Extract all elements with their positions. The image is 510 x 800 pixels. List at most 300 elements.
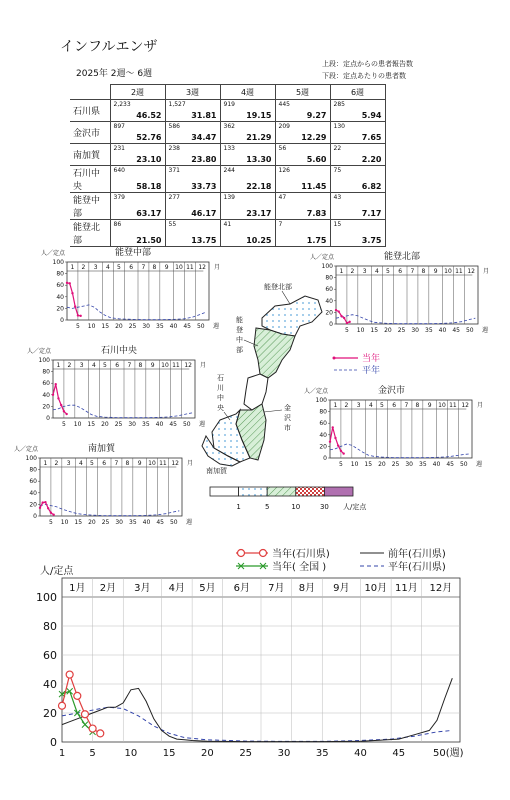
chart-title: 石川中央	[101, 346, 138, 356]
x-tick-label: 25	[128, 323, 137, 330]
per-sentinel-rate: 63.17	[136, 209, 162, 218]
y-tick-label: 100	[52, 259, 64, 266]
month-unit: 月	[200, 362, 207, 369]
per-sentinel-rate: 21.50	[136, 236, 162, 245]
month-unit: 月	[214, 264, 221, 271]
y-tick-label: 80	[325, 274, 333, 282]
report-count: 126	[278, 167, 290, 174]
current-point	[343, 317, 345, 319]
report-count: 55	[168, 221, 177, 228]
y-unit-label: 人／定点	[310, 254, 335, 261]
month-number: 1	[43, 460, 48, 467]
map-label-noto-hokubu: 能登北部	[264, 283, 292, 291]
x-unit-label: 50(週)	[433, 748, 464, 759]
legend-current-dot	[333, 357, 336, 360]
x-tick-label: 10	[73, 421, 82, 428]
current-point	[77, 314, 79, 316]
x-tick-label: 45	[183, 323, 191, 330]
current-point	[47, 507, 49, 509]
month-number: 7	[141, 264, 146, 271]
x-tick-label: 40	[169, 323, 178, 330]
current-point	[79, 315, 81, 317]
y-tick-label: 40	[319, 431, 327, 439]
per-sentinel-rate: 33.73	[191, 182, 217, 191]
report-count: 22	[333, 145, 342, 152]
x-tick-label: 40	[432, 461, 441, 468]
regional-chart-2	[27, 344, 206, 428]
scale-tick: 1	[236, 503, 241, 511]
x-tick-label: 5	[62, 421, 66, 428]
y-tick-label: 0	[329, 321, 333, 328]
month-number: 1	[70, 264, 75, 271]
report-count: 7	[278, 221, 283, 228]
report-count: 919	[223, 101, 235, 108]
month-number: 10	[175, 264, 183, 271]
x-unit: 週	[482, 327, 489, 334]
report-count: 231	[113, 145, 125, 152]
report-count: 41	[223, 221, 232, 228]
x-tick-label: 20	[88, 519, 96, 526]
ishikawa-map	[202, 282, 322, 475]
scale-tick: 5	[264, 503, 270, 511]
per-sentinel-rate: 7.65	[361, 133, 382, 142]
report-count: 43	[333, 194, 342, 201]
pref-point	[66, 671, 73, 678]
map-label-noto-chubu: 部	[236, 346, 243, 354]
y-tick-label: 60	[319, 420, 327, 428]
per-sentinel-rate: 23.17	[246, 209, 272, 218]
month-number: 12	[198, 264, 206, 271]
scale-swatch	[267, 487, 296, 496]
current-point	[340, 315, 342, 317]
per-sentinel-rate: 12.29	[301, 133, 327, 142]
table-note-line1: 上段：定点からの患者報告数	[322, 60, 413, 68]
week-header: 4週	[220, 85, 275, 100]
month-label: 8月	[298, 583, 316, 594]
month-number: 3	[362, 268, 367, 275]
month-number: 8	[415, 402, 420, 409]
y-tick-label: 20	[29, 501, 37, 509]
month-number: 8	[138, 362, 143, 369]
current-point	[44, 501, 46, 503]
map-label-kanazawa: 市	[284, 424, 291, 432]
regional-chart-4	[14, 442, 193, 526]
report-count: 130	[333, 123, 345, 130]
y-axis-label: 人/定点	[40, 566, 74, 577]
current-point	[335, 309, 337, 311]
x-tick-label: 45	[392, 748, 406, 759]
regional-chart-1	[310, 250, 489, 334]
month-number: 3	[93, 264, 98, 271]
x-tick-label: 15	[101, 323, 110, 330]
month-number: 2	[350, 268, 355, 275]
per-sentinel-rate: 13.75	[191, 236, 217, 245]
legend-label-current-pref: 当年(石川県)	[272, 549, 330, 560]
month-number: 6	[102, 460, 107, 467]
y-tick-label: 80	[42, 368, 50, 376]
region-ishikawa-chuo-north	[244, 374, 268, 410]
x-tick-label: 20	[115, 323, 123, 330]
mini-legend	[333, 352, 381, 376]
x-tick-label: 10	[60, 519, 69, 526]
report-count: 2,233	[113, 101, 131, 108]
per-sentinel-rate: 1.75	[306, 236, 327, 245]
y-tick-label: 100	[321, 263, 333, 270]
per-sentinel-rate: 52.76	[136, 133, 162, 142]
map-label-ishikawa-chuo: 石	[217, 374, 224, 382]
report-count: 445	[278, 101, 290, 108]
current-point	[39, 507, 41, 509]
month-number: 10	[438, 402, 446, 409]
x-unit: 週	[199, 421, 206, 428]
map-label-kanazawa: 沢	[284, 414, 291, 422]
scale-swatch	[239, 487, 268, 496]
month-number: 12	[184, 362, 192, 369]
y-tick-label: 40	[325, 297, 333, 305]
per-sentinel-rate: 23.10	[136, 155, 162, 164]
month-number: 12	[461, 402, 469, 409]
current-point	[57, 397, 59, 399]
month-number: 11	[159, 460, 167, 467]
regional-chart-0	[41, 246, 220, 330]
month-number: 1	[56, 362, 61, 369]
x-tick-label: 30	[277, 748, 291, 759]
x-tick-label: 5	[76, 323, 80, 330]
week-header: 2週	[110, 85, 165, 100]
current-point	[337, 444, 339, 446]
x-tick-label: 50	[465, 327, 474, 334]
current-point	[348, 321, 350, 323]
report-count: 47	[278, 194, 287, 201]
per-sentinel-rate: 3.75	[361, 236, 382, 245]
per-sentinel-rate: 11.45	[301, 182, 327, 191]
y-tick-label: 60	[29, 478, 37, 486]
month-number: 10	[161, 362, 169, 369]
month-label: 3月	[134, 583, 151, 594]
current-point	[69, 282, 71, 284]
month-number: 2	[81, 264, 86, 271]
month-label: 7月	[268, 583, 285, 594]
current-point	[50, 512, 52, 514]
per-sentinel-rate: 6.82	[361, 182, 382, 191]
y-tick-label: 100	[38, 357, 50, 364]
x-tick-label: 10	[356, 327, 365, 334]
report-count: 238	[168, 145, 180, 152]
current-point	[52, 394, 54, 396]
week-header: 3週	[165, 85, 220, 100]
x-tick-label: 50	[196, 323, 205, 330]
map-label-ishikawa-chuo: 中	[217, 394, 224, 402]
x-unit: 週	[213, 323, 220, 330]
month-number: 4	[79, 460, 83, 467]
report-count: 15	[333, 221, 342, 228]
per-sentinel-rate: 23.80	[191, 155, 217, 164]
month-label: 1月	[69, 583, 86, 594]
current-point	[340, 450, 342, 452]
x-tick-label: 5	[89, 748, 96, 759]
x-tick-label: 35	[156, 323, 164, 330]
x-tick-label: 40	[354, 748, 367, 759]
report-count: 244	[223, 167, 235, 174]
month-number: 3	[356, 402, 361, 409]
month-number: 7	[410, 268, 415, 275]
map-label-kanazawa: 金	[284, 404, 291, 412]
report-count: 285	[333, 101, 345, 108]
prefecture-chart	[36, 564, 464, 759]
month-number: 3	[79, 362, 84, 369]
month-number: 5	[102, 362, 107, 369]
per-sentinel-rate: 22.18	[246, 182, 272, 191]
pref-point	[89, 725, 96, 732]
x-tick-label: 30	[411, 327, 420, 334]
month-unit: 月	[483, 268, 490, 275]
month-number: 2	[54, 460, 59, 467]
chart-title: 南加賀	[88, 444, 116, 454]
report-count: 75	[333, 167, 342, 174]
x-tick-label: 15	[162, 748, 176, 759]
y-tick-label: 80	[319, 408, 327, 416]
per-sentinel-rate: 5.60	[306, 155, 327, 164]
table-note-line2: 下段：定点あたりの患者数	[322, 72, 406, 80]
x-tick-label: 20	[201, 748, 214, 759]
month-number: 7	[404, 402, 409, 409]
x-tick-label: 1	[58, 748, 66, 759]
month-number: 8	[152, 264, 157, 271]
month-unit: 月	[477, 402, 484, 409]
month-number: 5	[89, 460, 94, 467]
month-number: 1	[339, 268, 344, 275]
region-name: 能登北部	[70, 220, 110, 247]
x-tick-label: 30	[142, 323, 151, 330]
month-number: 5	[385, 268, 390, 275]
month-label: 10月	[364, 583, 388, 594]
region-name: 南加賀	[70, 144, 110, 166]
current-point	[346, 322, 348, 324]
month-label: 4月	[168, 583, 185, 594]
legend-marker-current-pref	[260, 550, 267, 557]
report-count: 209	[278, 123, 290, 130]
report-count: 86	[113, 221, 122, 228]
pref-point	[81, 711, 88, 718]
x-tick-label: 20	[384, 327, 392, 334]
y-tick-label: 100	[315, 397, 327, 404]
month-number: 3	[66, 460, 71, 467]
month-number: 12	[171, 460, 179, 467]
report-count: 133	[223, 145, 235, 152]
per-sentinel-rate: 7.83	[306, 209, 327, 218]
month-number: 2	[67, 362, 72, 369]
x-tick-label: 45	[169, 421, 177, 428]
per-sentinel-rate: 58.18	[136, 182, 162, 191]
scale-swatch	[296, 487, 325, 496]
month-number: 7	[127, 362, 132, 369]
per-sentinel-rate: 5.94	[361, 111, 382, 120]
y-tick-label: 0	[60, 317, 64, 324]
per-sentinel-rate: 13.30	[246, 155, 272, 164]
current-point	[342, 452, 344, 454]
x-tick-label: 30	[115, 519, 124, 526]
month-number: 9	[164, 264, 169, 271]
month-number: 10	[444, 268, 452, 275]
report-count: 139	[223, 194, 235, 201]
month-number: 9	[137, 460, 142, 467]
map-label-minami-kaga: 南加賀	[206, 467, 227, 475]
x-tick-label: 35	[129, 519, 137, 526]
x-tick-label: 5	[339, 461, 343, 468]
y-tick-label: 60	[43, 649, 57, 662]
month-label: 12月	[429, 583, 453, 594]
region-noto-chubu	[254, 328, 295, 378]
legend-label-national: 当年( 全国 )	[272, 562, 327, 573]
x-tick-label: 20	[101, 421, 109, 428]
month-label: 2月	[99, 583, 117, 594]
y-tick-label: 80	[56, 270, 64, 278]
y-tick-label: 80	[29, 466, 37, 474]
pref-point	[74, 692, 81, 699]
x-tick-label: 50	[169, 519, 178, 526]
x-tick-label: 25	[114, 421, 123, 428]
x-tick-label: 35	[419, 461, 427, 468]
month-number: 11	[172, 362, 180, 369]
x-tick-label: 25	[397, 327, 406, 334]
x-tick-label: 10	[87, 323, 96, 330]
y-tick-label: 80	[43, 620, 57, 633]
current-point	[55, 383, 57, 385]
current-point	[66, 282, 68, 284]
report-count: 1,527	[168, 101, 186, 108]
month-number: 9	[427, 402, 432, 409]
report-count: 640	[113, 167, 125, 174]
x-tick-label: 15	[370, 327, 379, 334]
x-tick-label: 20	[378, 461, 386, 468]
x-tick-label: 30	[405, 461, 414, 468]
month-number: 11	[186, 264, 194, 271]
period-label: 2025年 2週～ 6週	[76, 69, 153, 79]
report-count: 379	[113, 194, 125, 201]
report-count: 371	[168, 167, 180, 174]
x-tick-label: 35	[425, 327, 433, 334]
leader-line	[264, 410, 282, 412]
map-label-noto-chubu: 登	[236, 326, 243, 334]
y-tick-label: 0	[50, 736, 57, 749]
y-unit-label: 人／定点	[27, 348, 52, 355]
scale-legend	[210, 487, 367, 511]
y-tick-label: 100	[36, 591, 57, 604]
month-number: 9	[433, 268, 438, 275]
x-tick-label: 15	[74, 519, 83, 526]
month-number: 4	[369, 402, 373, 409]
x-unit: 週	[476, 461, 483, 468]
current-point	[52, 514, 54, 516]
y-tick-label: 20	[56, 305, 64, 313]
current-point	[71, 292, 73, 294]
map-label-ishikawa-chuo: 川	[217, 384, 224, 392]
legend-average-label: 平年	[362, 366, 381, 376]
per-sentinel-rate: 9.27	[306, 111, 327, 120]
x-tick-label: 45	[446, 461, 454, 468]
x-tick-label: 25	[101, 519, 110, 526]
y-tick-label: 40	[29, 489, 37, 497]
region-name: 能登中部	[70, 193, 110, 220]
month-number: 6	[392, 402, 397, 409]
pref-point	[59, 702, 66, 709]
month-number: 6	[115, 362, 120, 369]
x-tick-label: 40	[142, 519, 151, 526]
y-tick-label: 20	[325, 309, 333, 317]
month-number: 5	[379, 402, 384, 409]
y-tick-label: 0	[323, 455, 327, 462]
legend-current-label: 当年	[362, 354, 381, 364]
month-number: 1	[333, 402, 338, 409]
scale-swatch	[324, 487, 353, 496]
legend-label-average: 平年(石川県)	[388, 562, 446, 573]
y-tick-label: 20	[319, 443, 327, 451]
y-tick-label: 20	[43, 707, 57, 720]
current-point	[334, 437, 336, 439]
region-name: 石川県	[70, 100, 110, 122]
y-tick-label: 40	[42, 391, 50, 399]
per-sentinel-rate: 46.52	[136, 111, 162, 120]
y-unit-label: 人／定点	[304, 388, 329, 395]
x-unit: 週	[186, 519, 193, 526]
x-tick-label: 15	[364, 461, 373, 468]
per-sentinel-rate: 19.15	[246, 111, 272, 120]
month-number: 9	[150, 362, 155, 369]
map-label-ishikawa-chuo: 央	[217, 404, 224, 412]
month-number: 11	[455, 268, 463, 275]
scale-tick: 30	[319, 503, 329, 511]
prefecture-legend	[236, 547, 446, 573]
x-tick-label: 30	[128, 421, 137, 428]
scale-tick: 10	[291, 503, 301, 511]
chart-title: 金沢市	[378, 386, 406, 396]
y-tick-label: 0	[33, 513, 37, 520]
region-name: 金沢市	[70, 122, 110, 144]
per-sentinel-rate: 10.25	[246, 236, 272, 245]
map-label-noto-chubu: 中	[236, 336, 243, 344]
y-unit-label: 人／定点	[41, 250, 66, 257]
page-title: インフルエンザ	[60, 39, 158, 55]
current-point	[329, 441, 331, 443]
x-tick-label: 40	[155, 421, 164, 428]
month-unit: 月	[187, 460, 194, 467]
month-number: 6	[129, 264, 134, 271]
scale-swatch	[210, 487, 239, 496]
per-sentinel-rate: 21.29	[246, 133, 272, 142]
y-tick-label: 40	[43, 678, 57, 691]
x-tick-label: 5	[49, 519, 53, 526]
month-label: 6月	[233, 583, 251, 594]
y-tick-label: 60	[56, 282, 64, 290]
per-sentinel-rate: 31.81	[191, 111, 217, 120]
current-point	[63, 410, 65, 412]
leader-line	[282, 291, 290, 304]
x-tick-label: 10	[124, 748, 138, 759]
month-label: 11月	[395, 583, 418, 594]
month-number: 11	[449, 402, 457, 409]
month-number: 2	[344, 402, 349, 409]
month-number: 6	[398, 268, 403, 275]
per-sentinel-rate: 2.20	[361, 155, 382, 164]
x-tick-label: 15	[87, 421, 96, 428]
y-tick-label: 100	[25, 455, 37, 462]
per-sentinel-rate: 46.17	[191, 209, 217, 218]
month-number: 4	[106, 264, 110, 271]
x-tick-label: 35	[315, 748, 329, 759]
per-sentinel-rate: 7.17	[361, 209, 382, 218]
report-count: 56	[278, 145, 287, 152]
per-sentinel-rate: 34.47	[191, 133, 217, 142]
